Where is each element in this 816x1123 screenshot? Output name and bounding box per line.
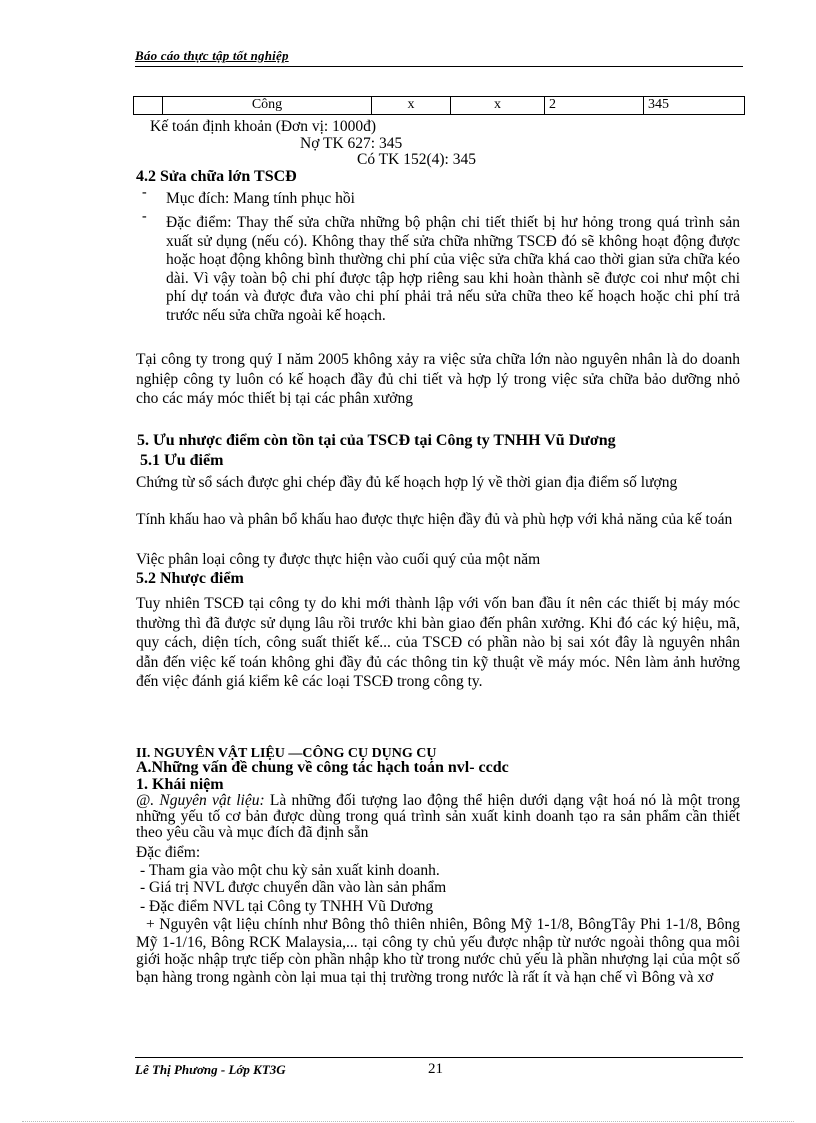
section-heading: A.Những vấn đề chung về công tác hạch toán nvl- ccdc	[136, 759, 509, 776]
table-cell	[134, 97, 163, 115]
page-number: 21	[428, 1061, 443, 1077]
table-cell: x	[372, 97, 451, 115]
paragraph: Tuy nhiên TSCĐ tại công ty do khi mới thành lập với vốn ban đầu ít nên các thiết bị máy móc thường thì đã được sử dụng lâu rồi trước khi bàn giao đến phân xưởng. Khi đó các ký hiệu, mã, quy cách, diện tích, công suất thiết kế... của TSCĐ có phần nào bị sai xót đây là nguyên nhân dẫn đến việc kế toán không ghi đầy đủ các thông tin kỹ thuật về máy móc. Nên làm ảnh hưởng đến việc đánh giá kiểm kê các loại TSCĐ trong công ty.	[136, 595, 740, 690]
section-heading: 5.2 Nhược điểm	[136, 570, 244, 587]
paragraph: Tính khấu hao và phân bổ khấu hao được thực hiện đầy đủ và phù hợp với khả năng của kế toán	[136, 511, 733, 528]
table-cell: 345	[644, 97, 745, 115]
debit-entry: Nợ TK 627: 345	[300, 135, 403, 152]
page-edge	[22, 1121, 794, 1122]
table-cell: Công	[163, 97, 372, 115]
table-row	[134, 97, 745, 115]
paragraph: Chứng từ sổ sách được ghi chép đầy đủ kế hoạch hợp lý về thời gian địa điểm số lượng	[136, 474, 678, 491]
term-definition: Là những đối tượng lao động thể hiện dưới dạng vật hoá nó là một trong những yếu tố cơ bản được dùng trong quá trình sản xuất kinh doanh tạo ra sản phẩm cần thiết theo yêu cầu và mục đích đã định sẵn	[136, 792, 740, 841]
header-rule	[135, 66, 743, 67]
list-item: - Giá trị NVL được chuyển dần vào làn sản phẩm	[140, 879, 447, 896]
bullet-text: Mục đích: Mang tính phục hồi	[166, 190, 355, 207]
section-heading: II. NGUYÊN VẬT LIỆU —CÔNG CỤ DỤNG CỤ	[136, 746, 437, 761]
list-item: - Đặc điểm NVL tại Công ty TNHH Vũ Dương	[140, 898, 434, 915]
table-cell: 2	[545, 97, 644, 115]
section-heading: 5. Ưu nhược điểm còn tồn tại của TSCĐ tại Công ty TNHH Vũ Dương	[137, 432, 616, 449]
paragraph: Tại công ty trong quý I năm 2005 không xảy ra việc sửa chữa lớn nào nguyên nhân là do doanh nghiệp công ty luôn có kế hoạch đầy đủ chi tiết và hợp lý trong việc sửa chữa bảo dưỡng nhỏ cho các máy móc thiết bị tại các phân xưởng	[136, 351, 740, 407]
list-item: - Tham gia vào một chu kỳ sản xuất kinh doanh.	[140, 862, 440, 879]
paragraph: Việc phân loại công ty được thực hiện vào cuối quý của một năm	[136, 551, 541, 568]
entry-heading: Kế toán định khoản (Đơn vị: 1000đ)	[150, 118, 377, 135]
paragraph	[136, 793, 740, 841]
header-title: Báo cáo thực tập tốt nghiệp	[135, 48, 289, 63]
term-lead: @. Nguyên vật liệu:	[136, 792, 265, 809]
paragraph: + Nguyên vật liệu chính như Bông thô thiên nhiên, Bông Mỹ 1-1/8, BôngTây Phi 1-1/8, Bông Mỹ 1-1/16, Bông RCK Malaysia,... tại công ty chủ yếu được nhập từ nước ngoài thông qua môi giới hoặc nhập trực tiếp còn phần nhập kho từ trong nước chủ yếu là phần nhượng lại của một số bạn hàng trong ngành còn lại mua tại thị trường trong nước là rất ít và hạn chế vì Bông và xơ	[136, 916, 740, 986]
bullet-dash: -	[142, 185, 147, 200]
footer-author: Lê Thị Phương - Lớp KT3G	[135, 1062, 286, 1077]
bullet-dash: -	[142, 209, 147, 224]
credit-entry: Có TK 152(4): 345	[357, 151, 476, 168]
footer-rule	[135, 1057, 743, 1058]
section-heading: 4.2 Sửa chữa lớn TSCĐ	[136, 168, 297, 185]
paragraph: Đặc điểm:	[136, 844, 201, 861]
section-heading: 1. Khái niệm	[136, 776, 224, 793]
bullet-paragraph: Đặc điểm: Thay thế sửa chữa những bộ phận chi tiết thiết bị hư hỏng trong quá trình sản xuất sử dụng (nếu có). Không thay thế sửa chữa những TSCĐ đó sẽ không hoạt động được hoặc hoạt động không bình thường chi phí của việc sửa chữa khá cao thời gian sửa chữa kéo dài. Vì vậy toàn bộ chi phí được tập hợp riêng sau khi hoàn thành sẽ được coi như một chi phí dự toán và được đưa vào chi phí phải trả nếu sửa chữa theo kế hoạch hoặc chi phí trả trước nếu sửa chữa ngoài kế hoạch.	[166, 214, 740, 324]
section-heading: 5.1 Ưu điểm	[140, 452, 224, 469]
cost-table	[133, 96, 745, 115]
table-cell: x	[451, 97, 545, 115]
